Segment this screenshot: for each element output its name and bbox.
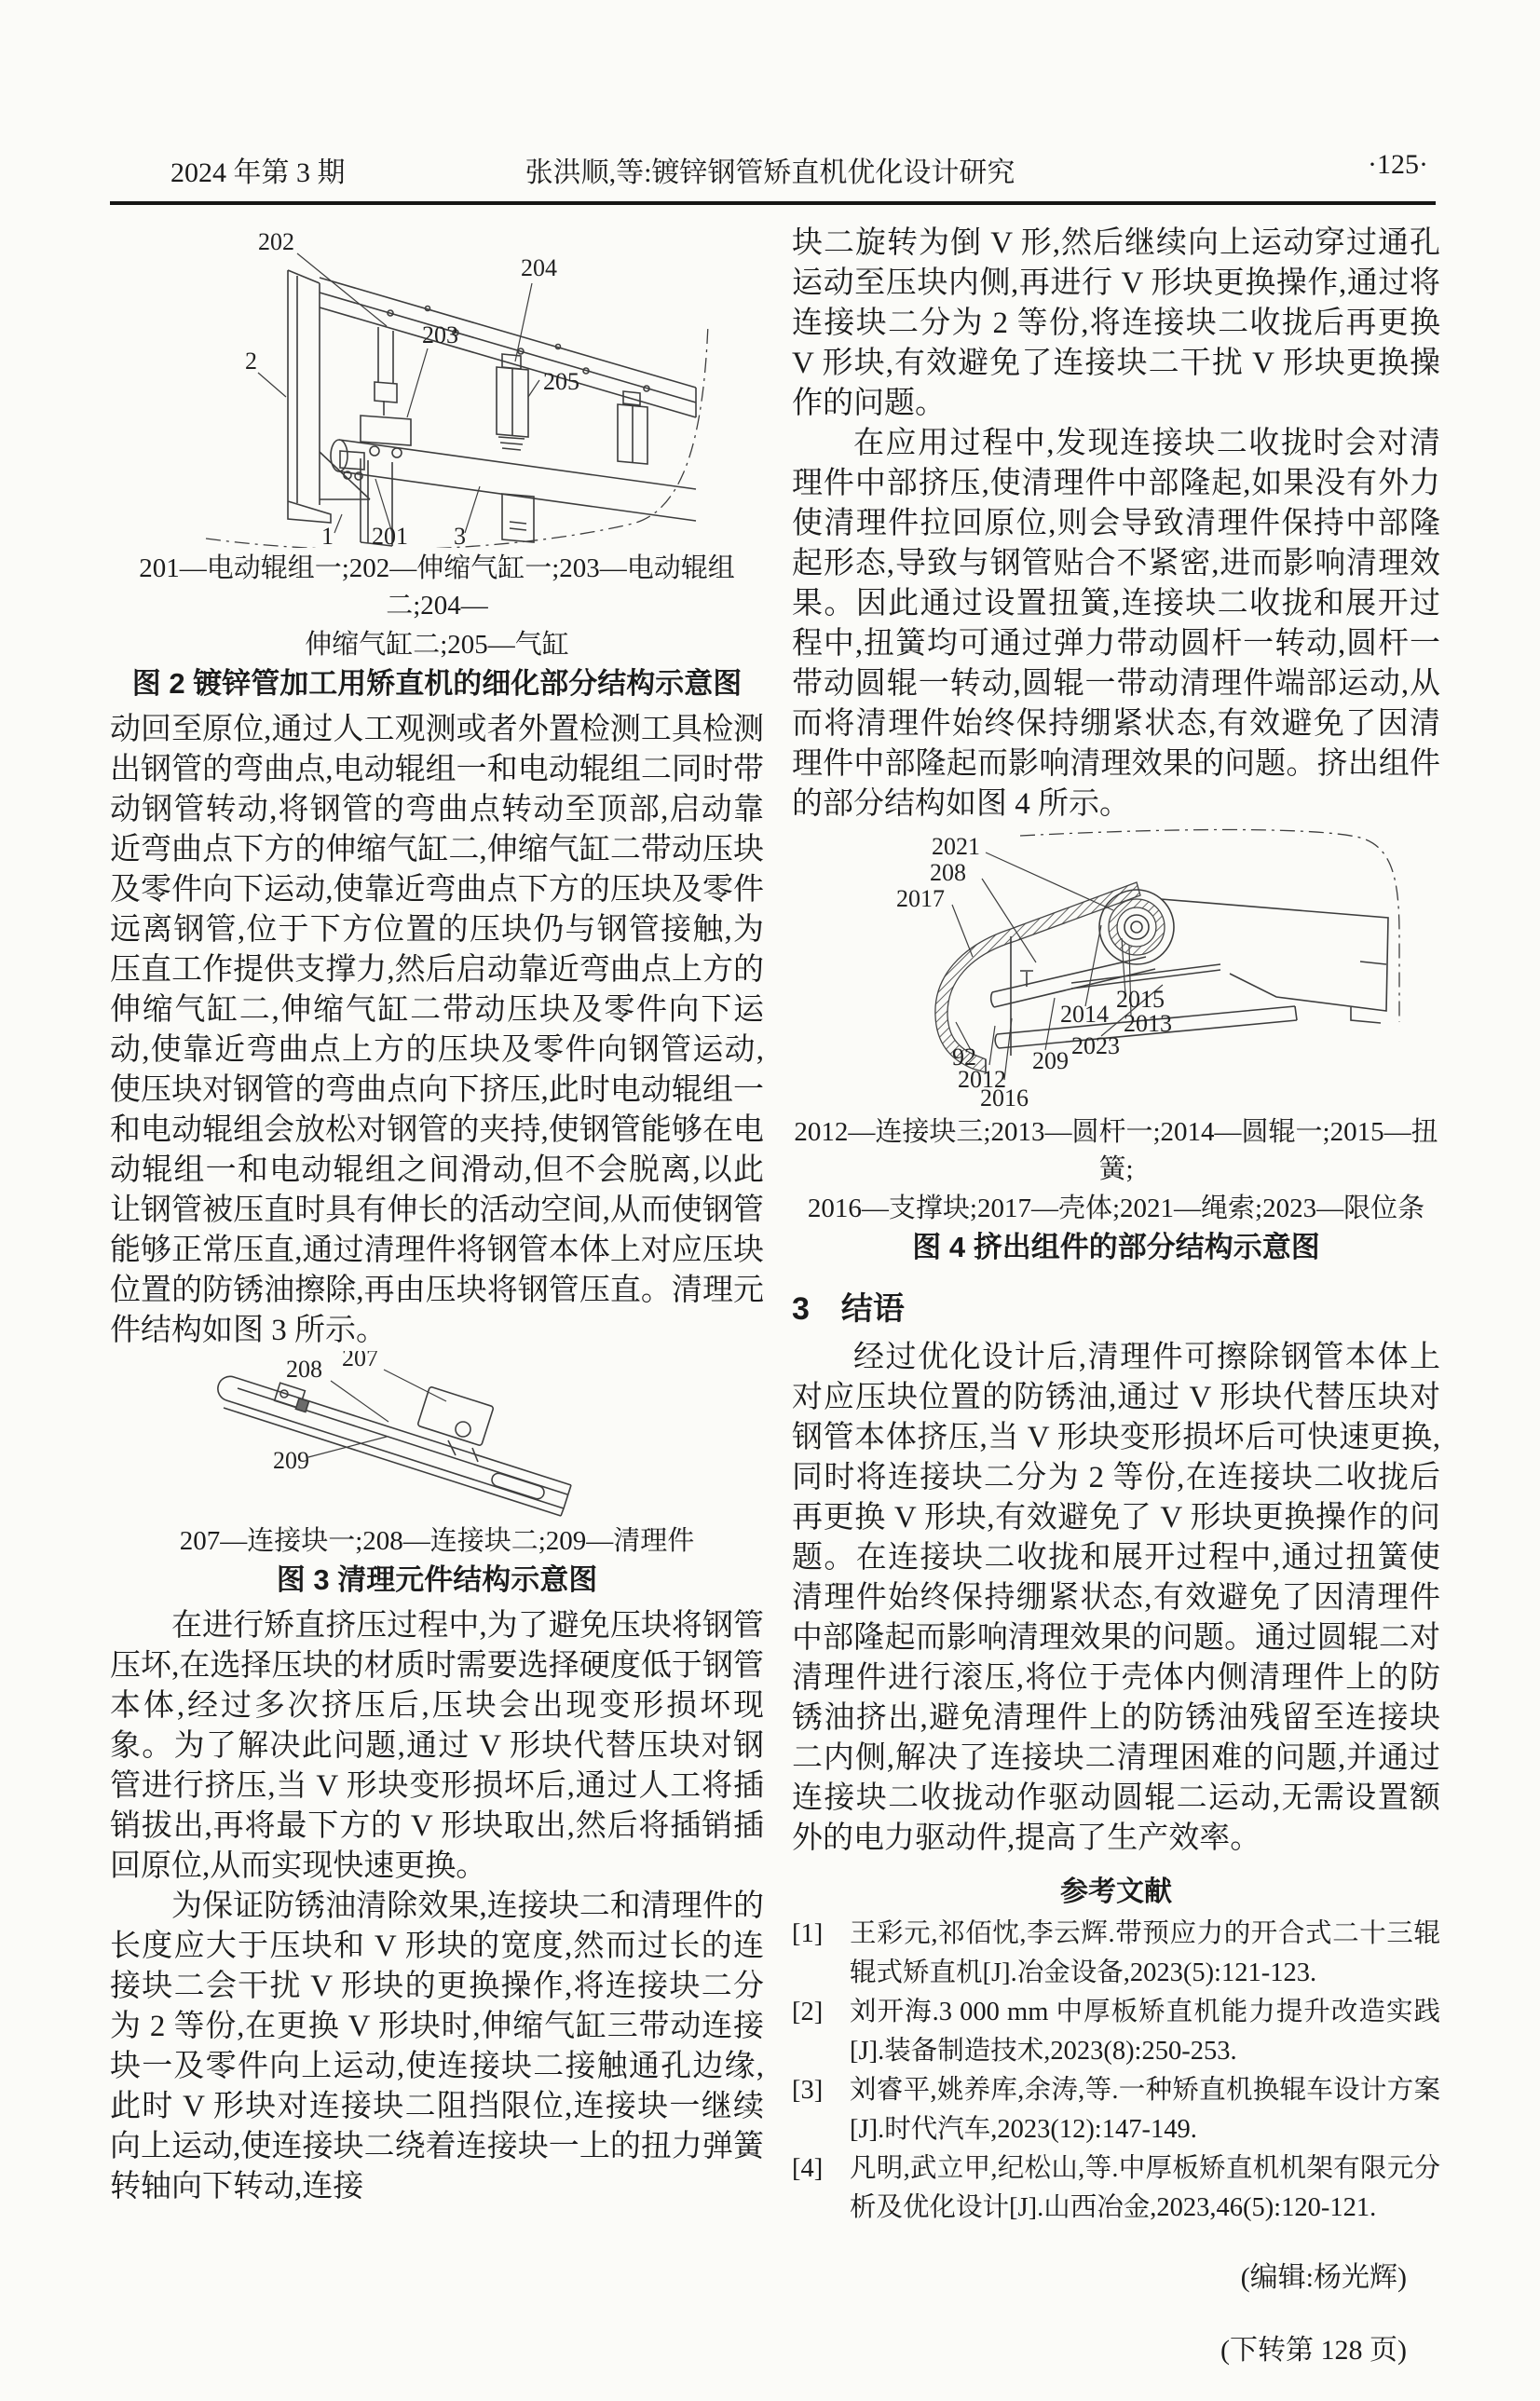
reference-item: [792, 2071, 1440, 2149]
reference-text: 刘开海.3 000 mm 中厚板矫直机能力提升改造实践[J].装备制造技术,2023(8):250-253.: [850, 1998, 1440, 2066]
fig4-callout-2023: 2023: [1071, 1032, 1120, 1059]
reference-number: [4]: [792, 2154, 824, 2183]
fig2-callout-205: 205: [543, 368, 579, 395]
reference-item: [792, 1993, 1440, 2071]
fig3-callout-208: 208: [286, 1356, 322, 1383]
fig4-legend-line2: 2016—支撑块;2017—壳体;2021—绳索;2023—限位条: [807, 1194, 1425, 1223]
header-issue: 2024 年第 3 期: [170, 157, 346, 188]
fig4-callout-208: 208: [930, 859, 966, 886]
fig3-callout-207: 207: [342, 1351, 378, 1371]
reference-text: 凡明,武立甲,纪松山,等.中厚板矫直机机架有限元分析及优化设计[J].山西冶金,2023,46(5):120-121.: [850, 2154, 1440, 2222]
fig3-caption: 图 3 清理元件结构示意图: [276, 1563, 598, 1596]
section-heading-conclusion: [792, 1283, 1440, 1329]
fig2-callout-203: 203: [422, 321, 458, 348]
header-running-title: 张洪顺,等:镀锌钢管矫直机优化设计研究: [525, 157, 1015, 188]
left-column: [110, 214, 764, 2207]
figure-4-line-art: [792, 825, 1444, 1112]
figure-2-line-art: [148, 214, 726, 548]
references-heading: 参考文献: [1060, 1876, 1172, 1907]
fig4-callout-2014: 2014: [1060, 1001, 1109, 1028]
left-paragraph-3: 为保证防锈油清除效果,连接块二和清理件的长度应大于压块和 V 形块的宽度,然而过长的连接块二会干扰 V 形块的更换操作,将连接块二分为 2 等份,在更换 V 形块时,伸缩气缸三带动连接块一及零件向上运动,使连接块二接触通孔边缘,此时 V 形块对连接块二阻挡限位,连接块一继续向上运动,使连接块二绕着连接块一上的扭力弹簧转轴向下转动,连接: [110, 1889, 764, 2203]
fig2-callout-3: 3: [454, 523, 466, 548]
right-column: [792, 224, 1440, 2401]
fig2-legend-line1: 201—电动辊组一;202—伸缩气缸一;203—电动辊组二;204—: [139, 553, 735, 621]
reference-text: 王彩元,祁佰忱,李云辉.带预应力的开合式二十三辊辊式矫直机[J].冶金设备,2023(5):121-123.: [850, 1919, 1440, 1987]
fig4-callout-92: 92: [952, 1044, 976, 1071]
reference-item: [792, 1915, 1440, 1993]
fig4-callout-2015: 2015: [1116, 986, 1165, 1013]
figure-4: [792, 825, 1440, 1268]
fig2-legend-line2: 伸缩气缸二;205—气缸: [305, 630, 569, 660]
reference-number: [1]: [792, 1919, 824, 1948]
reference-text: 刘睿平,姚养库,余涛,等.一种矫直机换辊车设计方案[J].时代汽车,2023(12):147-149.: [850, 2076, 1440, 2144]
left-paragraph-2: 在进行矫直挤压过程中,为了避免压块将钢管压坏,在选择压块的材质时需要选择硬度低于钢管本体,经过多次挤压后,压块会出现变形损坏现象。为了解决此问题,通过 V 形块代替压块对钢管进行挤压,当 V 形块变形损坏后,通过人工将插销拔出,再将最下方的 V 形块取出,然后将插销插回原位,从而实现快速更换。: [110, 1609, 764, 1883]
figure-3: [110, 1351, 764, 1601]
continuation-note: (下转第 128 页): [1220, 2335, 1407, 2366]
section-title: 结语: [840, 1291, 905, 1327]
left-paragraph-continuation: 动回至原位,通过人工观测或者外置检测工具检测出钢管的弯曲点,电动辊组一和电动辊组二同时带动钢管转动,将钢管的弯曲点转动至顶部,启动靠近弯曲点下方的伸缩气缸二,伸缩气缸二带动压块及零件向下运动,使靠近弯曲点下方的压块及零件远离钢管,位于下方位置的压块仍与钢管接触,为压直工作提供支撑力,然后启动靠近弯曲点上方的伸缩气缸二,伸缩气缸二带动压块及零件向下运动,使靠近弯曲点上方的压块及零件向钢管运动,使压块对钢管的弯曲点向下挤压,此时电动辊组一和电动辊组会放松对钢管的夹持,使钢管能够在电动辊组一和电动辊组之间滑动,但不会脱离,以此让钢管被压直时具有伸长的活动空间,从而使钢管能够正常压直,通过清理件将钢管本体上对应压块位置的防锈油擦除,再由压块将钢管压直。清理元件结构如图 3 所示。: [110, 713, 764, 1347]
header-rule: [110, 201, 1436, 205]
figure-2: [110, 214, 764, 704]
fig2-callout-2: 2: [245, 348, 257, 375]
fig2-callout-204: 204: [521, 254, 557, 281]
reference-number: [2]: [792, 1998, 824, 2026]
fig4-callout-2013: 2013: [1124, 1010, 1172, 1037]
fig4-callout-2021: 2021: [932, 833, 980, 860]
reference-number: [3]: [792, 2076, 824, 2105]
fig3-callout-209: 209: [273, 1447, 309, 1474]
editor-note: (编辑:杨光辉): [1240, 2262, 1407, 2293]
fig4-legend-line1: 2012—连接块三;2013—圆杆一;2014—圆辊一;2015—扭簧;: [794, 1117, 1438, 1184]
fig4-caption: 图 4 挤出组件的部分结构示意图: [912, 1231, 1320, 1263]
fig4-callout-209: 209: [1032, 1047, 1069, 1074]
fig4-callout-2017: 2017: [896, 885, 945, 912]
fig3-legend-line1: 207—连接块一;208—连接块二;209—清理件: [179, 1526, 695, 1556]
section-number: 3: [792, 1291, 810, 1327]
fig2-callout-1: 1: [321, 523, 334, 548]
reference-item: [792, 2149, 1440, 2228]
right-paragraph-continuation: 块二旋转为倒 V 形,然后继续向上运动穿过通孔运动至压块内侧,再进行 V 形块更换操作,通过将连接块二分为 2 等份,将连接块二收拢后再更换 V 形块,有效避免了连接块二干扰 V 形块更换操作的问题。: [792, 226, 1440, 420]
fig4-callout-2016: 2016: [980, 1085, 1029, 1112]
header-page-number: ·125·: [1368, 149, 1428, 180]
conclusion-paragraph: 经过优化设计后,清理件可擦除钢管本体上对应压块位置的防锈油,通过 V 形块代替压块对钢管本体挤压,当 V 形块变形损坏后可快速更换,同时将连接块二分为 2 等份,在连接块二收拢后再更换 V 形块,有效避免了 V 形块更换操作的问题。在连接块二收拢和展开过程中,通过扭簧使清理件始终保持绷紧状态,有效避免了因清理件中部隆起而影响清理效果的问题。通过圆辊二对清理件进行滚压,将位于壳体内侧清理件上的防锈油挤出,避免清理件上的防锈油残留至连接块二内侧,解决了连接块二清理困难的问题,并通过连接块二收拢动作驱动圆辊二运动,无需设置额外的电力驱动件,提高了生产效率。: [792, 1341, 1440, 1855]
fig2-callout-202: 202: [258, 228, 294, 255]
fig4-callout-2012: 2012: [958, 1066, 1006, 1093]
right-paragraph-2: 在应用过程中,发现连接块二收拢时会对清理件中部挤压,使清理件中部隆起,如果没有外力使清理件拉回原位,则会导致清理件保持中部隆起形态,导致与钢管贴合不紧密,进而影响清理效果。因此通过设置扭簧,连接块二收拢和展开过程中,扭簧均可通过弹力带动圆杆一转动,圆杆一带动圆辊一转动,圆辊一带动清理件端部运动,从而将清理件始终保持绷紧状态,有效避免了因清理件中部隆起而影响清理效果的问题。挤出组件的部分结构如图 4 所示。: [792, 427, 1440, 821]
figure-3-line-art: [148, 1351, 726, 1521]
fig2-caption: 图 2 镀锌管加工用矫直机的细化部分结构示意图: [131, 667, 743, 700]
fig2-callout-201: 201: [372, 523, 408, 548]
